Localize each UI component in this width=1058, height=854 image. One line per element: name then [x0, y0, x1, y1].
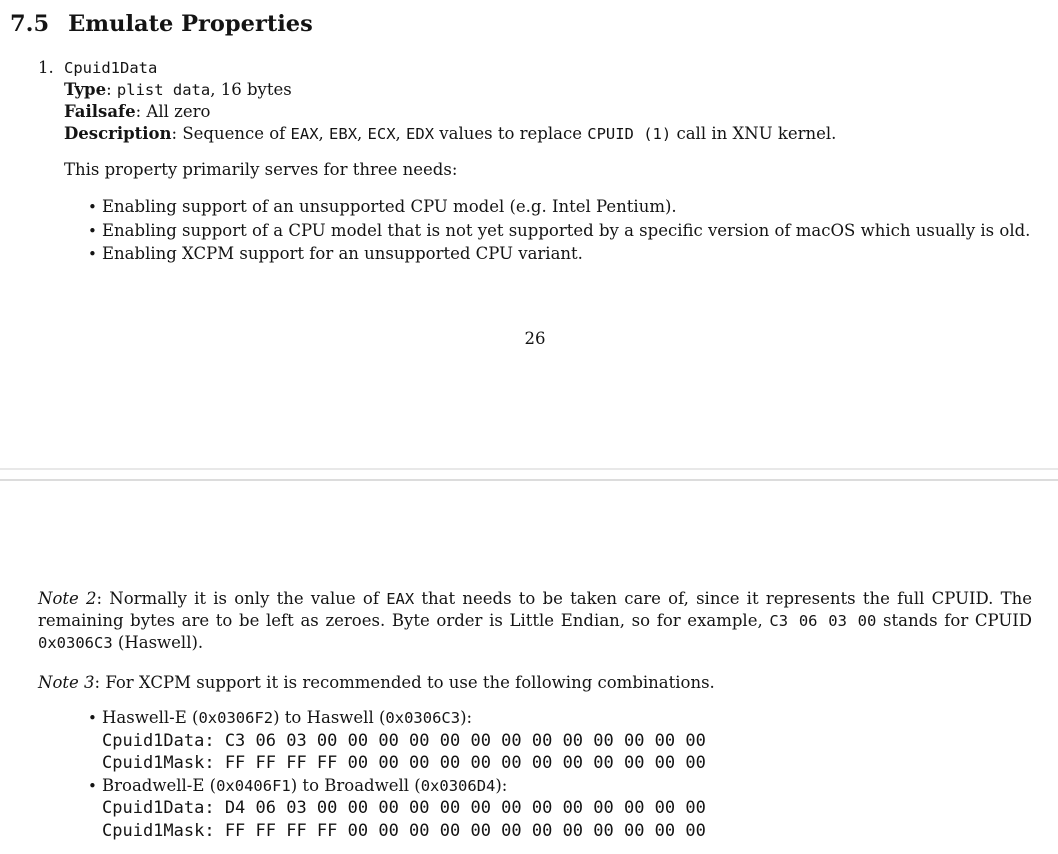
combo-broadwell [38, 775, 1032, 843]
section-title: Emulate Properties [68, 11, 313, 37]
description-line: Description: Sequence of EAX, EBX, ECX, EDX values to replace CPUID (1) call in XNU kernel. [64, 124, 837, 143]
type-line: Type: plist data, 16 bytes [64, 80, 292, 99]
intro-paragraph: This property primarily serves for three needs: [64, 160, 458, 179]
list-item: • Enabling XCPM support for an unsupported CPU variant. [64, 243, 1032, 266]
needs-list [64, 196, 1032, 266]
page-number: 26 [524, 328, 546, 348]
note2-paragraph: Note 2: Normally it is only the value of EAX that needs to be taken care of, since it represents the full CPUID. The remaining bytes are to be left as zeroes. Byte order is Little Endian, so for example, C3 06 03 00 stands for CPUID 0x0306C3 (Haswell). [38, 589, 1032, 652]
cpuid1data-value: Cpuid1Data: D4 06 03 00 00 00 00 00 00 00 00 00 00 00 00 00 [102, 798, 706, 818]
property-item-body [64, 57, 1032, 281]
cpuid1mask-value: Cpuid1Mask: FF FF FF FF 00 00 00 00 00 00 00 00 00 00 00 00 [102, 820, 706, 841]
property-name: Cpuid1Data [64, 59, 158, 77]
property-item-cpuid1data [38, 57, 1032, 281]
section-heading [10, 10, 1058, 38]
cpuid1data-value: Cpuid1Data: C3 06 03 00 00 00 00 00 00 00 00 00 00 00 00 00 [102, 730, 706, 751]
combo-haswell [38, 707, 1032, 775]
page-27-content [38, 481, 1032, 842]
note3-paragraph: Note 3: For XCPM support it is recommended to use the following combinations. [38, 673, 715, 692]
list-item-number: 1. [38, 58, 54, 77]
combo-heading: • Broadwell-E (0x0406F1) to Broadwell (0x0306D4): [102, 775, 508, 795]
list-item: • Enabling support of an unsupported CPU model (e.g. Intel Pentium). [64, 196, 1032, 219]
section-number: 7.5 [10, 11, 50, 37]
combo-heading: • Haswell-E (0x0306F2) to Haswell (0x0306C3): [102, 708, 473, 727]
page-edge-line-bottom-of-page-26 [0, 468, 1058, 470]
page-26-content [38, 57, 1032, 350]
failsafe-line: Failsafe: All zero [64, 102, 211, 121]
list-item: • Enabling support of a CPU model that is not yet supported by a specific version of macOS which usually is old. [64, 220, 1032, 243]
document-page-27 [0, 481, 1058, 842]
xcpm-combinations-list [38, 707, 1032, 842]
cpuid1mask-value: Cpuid1Mask: FF FF FF FF 00 00 00 00 00 00 00 00 00 00 00 00 [102, 753, 706, 773]
document-page-26 [0, 10, 1058, 350]
page-separator [0, 468, 1058, 481]
